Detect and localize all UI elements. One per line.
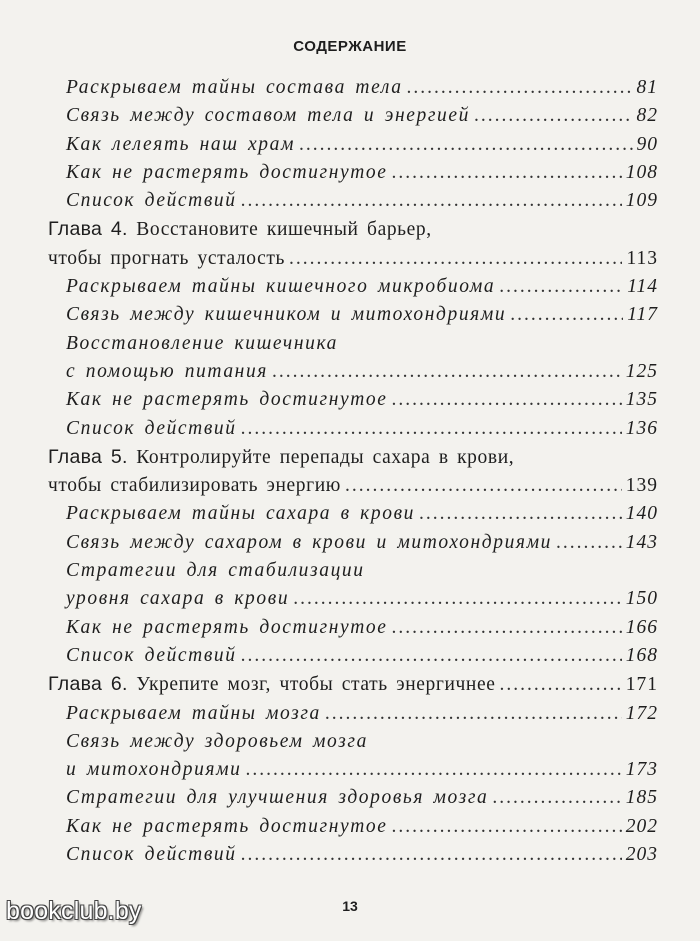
- entry-title: Связь между сахаром в крови и митохондриями: [66, 531, 552, 553]
- toc-entry[interactable]: [48, 102, 658, 130]
- entry-title: Список действий: [66, 844, 237, 866]
- toc-entry[interactable]: [48, 386, 658, 414]
- dot-leader: [392, 386, 622, 414]
- entry-title: Раскрываем тайны состава тела: [66, 77, 403, 98]
- chapter-label: Глава 4.: [48, 218, 128, 241]
- entry-title: Как не растерять достигнутое: [66, 815, 388, 837]
- dot-leader: [299, 131, 632, 159]
- entry-title-line2: с помощью питания: [66, 360, 268, 382]
- page-number: 82: [636, 105, 658, 127]
- dot-leader: [392, 813, 622, 841]
- dot-leader: [241, 642, 622, 670]
- chapter-title-line2: чтобы стабилизировать энергию: [48, 475, 341, 497]
- entry-title-line1: Связь между здоровьем мозга: [66, 730, 368, 752]
- page-number: 90: [636, 133, 658, 155]
- toc-entry[interactable]: [48, 841, 658, 869]
- dot-leader: [407, 74, 633, 102]
- toc-entry[interactable]: [48, 700, 658, 728]
- entry-title: Раскрываем тайны кишечного микробиома: [66, 276, 496, 298]
- page-number: 113: [626, 247, 658, 269]
- dot-leader: [241, 187, 622, 215]
- chapter-entry[interactable]: [48, 215, 658, 273]
- chapter-title-line2: чтобы прогнать усталость: [48, 247, 285, 269]
- dot-leader: [345, 472, 622, 500]
- page-number: 109: [625, 190, 658, 212]
- dot-leader: [556, 529, 622, 557]
- entry-title: Как не растерять достигнутое: [66, 389, 388, 411]
- page-number: 143: [625, 531, 658, 553]
- chapter-entry[interactable]: [48, 443, 658, 501]
- toc-entry[interactable]: [48, 813, 658, 841]
- dot-leader: [492, 784, 621, 812]
- entry-title: Раскрываем тайны сахара в крови: [66, 503, 415, 525]
- entry-title: Список действий: [66, 644, 237, 666]
- entry-title-line1: Стратегии для стабилизации: [66, 560, 365, 582]
- toc-entry[interactable]: [48, 187, 658, 215]
- entry-title-line2: и митохондриями: [66, 759, 242, 781]
- toc-entry[interactable]: [48, 614, 658, 642]
- entry-title: Связь между составом тела и энергией: [66, 105, 470, 127]
- page-number: 171: [625, 674, 658, 696]
- dot-leader: [241, 415, 622, 443]
- dot-leader: [419, 500, 622, 528]
- page-number: 108: [625, 161, 658, 183]
- chapter-title: Укрепите мозг, чтобы стать энергичнее: [136, 674, 496, 696]
- toc-entry[interactable]: [48, 642, 658, 670]
- page-number: 125: [625, 360, 658, 382]
- page-number: 150: [625, 588, 658, 610]
- page-number: 139: [625, 475, 658, 497]
- toc-entry[interactable]: [48, 500, 658, 528]
- entry-title: Раскрываем тайны мозга: [66, 702, 321, 724]
- page-number: 168: [625, 644, 658, 666]
- page-number: 166: [625, 616, 658, 638]
- page-number: 203: [625, 844, 658, 866]
- dot-leader: [474, 102, 633, 130]
- entry-title: Как лелеять наш храм: [66, 133, 296, 155]
- toc-entry[interactable]: [48, 728, 658, 785]
- watermark-logo: bookclub.by: [6, 897, 142, 925]
- page-number-footer: 13: [342, 898, 358, 914]
- entry-title-line2: уровня сахара в крови: [66, 588, 290, 610]
- dot-leader: [499, 273, 623, 301]
- entry-title: Связь между кишечником и митохондриями: [66, 304, 507, 326]
- dot-leader: [392, 159, 622, 187]
- toc-entry[interactable]: [48, 529, 658, 557]
- page-number: 114: [627, 276, 658, 298]
- dot-leader: [293, 585, 622, 613]
- toc-entry[interactable]: [48, 273, 658, 301]
- dot-leader: [499, 671, 621, 699]
- page-number: 136: [625, 417, 658, 439]
- toc-entry[interactable]: [48, 784, 658, 812]
- toc-entry[interactable]: [48, 301, 658, 329]
- page-number: 140: [625, 503, 658, 525]
- entry-title: Список действий: [66, 417, 237, 439]
- page-number: 81: [636, 77, 658, 98]
- table-of-contents: [48, 74, 658, 869]
- chapter-label: Глава 6.: [48, 673, 128, 696]
- toc-entry[interactable]: [48, 415, 658, 443]
- entry-title: Список действий: [66, 190, 237, 212]
- page-number: 172: [625, 702, 658, 724]
- dot-leader: [272, 358, 622, 386]
- toc-entry[interactable]: [48, 74, 658, 102]
- dot-leader: [510, 301, 623, 329]
- page-number: 202: [625, 815, 658, 837]
- dot-leader: [241, 841, 622, 869]
- dot-leader: [289, 245, 623, 273]
- entry-title: Стратегии для улучшения здоровья мозга: [66, 787, 489, 809]
- toc-entry[interactable]: [48, 557, 658, 614]
- page-number: 135: [625, 389, 658, 411]
- entry-title: Как не растерять достигнутое: [66, 616, 388, 638]
- chapter-label: Глава 5.: [48, 445, 128, 468]
- toc-entry[interactable]: [48, 131, 658, 159]
- page-number: 117: [627, 304, 658, 326]
- chapter-title-line1: Восстановите кишечный барьер,: [136, 219, 432, 241]
- chapter-entry[interactable]: [48, 670, 658, 699]
- entry-title-line1: Восстановление кишечника: [66, 332, 339, 354]
- page-title: СОДЕРЖАНИЕ: [293, 38, 407, 55]
- dot-leader: [325, 700, 622, 728]
- page-number: 185: [625, 787, 658, 809]
- dot-leader: [392, 614, 622, 642]
- toc-entry[interactable]: [48, 159, 658, 187]
- dot-leader: [245, 756, 621, 784]
- toc-entry[interactable]: [48, 330, 658, 387]
- page-number: 173: [625, 759, 658, 781]
- entry-title: Как не растерять достигнутое: [66, 161, 388, 183]
- chapter-title-line1: Контролируйте перепады сахара в крови,: [136, 446, 515, 468]
